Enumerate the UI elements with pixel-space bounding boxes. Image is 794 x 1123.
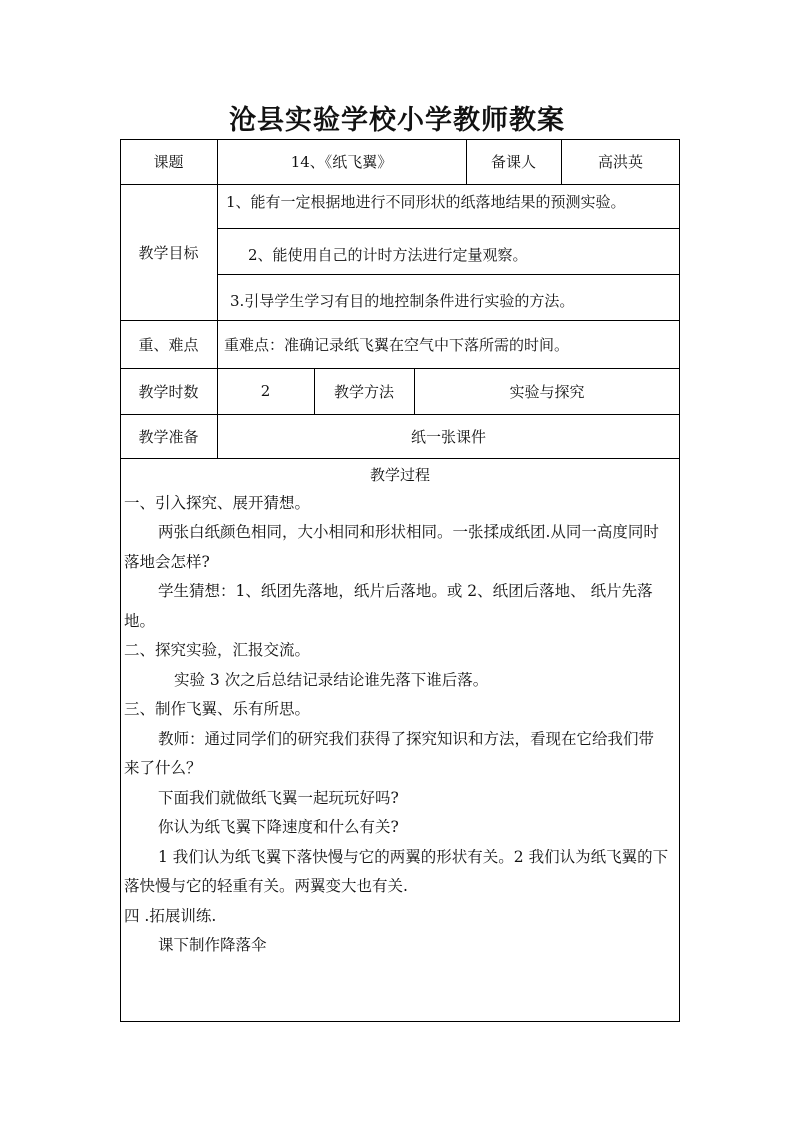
process-line: 课下制作降落伞 xyxy=(158,936,267,954)
row-divider xyxy=(217,274,680,275)
preparation-value: 纸一张课件 xyxy=(410,427,486,446)
process-line: 四 .拓展训练. xyxy=(124,907,217,925)
teacher-label: 备课人 xyxy=(490,153,536,171)
goal-item: 3.引导学生学习有目的地控制条件进行实验的方法。 xyxy=(230,291,575,310)
process-line: 一、引入探究、展开猜想。 xyxy=(124,494,311,512)
method-value: 实验与探究 xyxy=(509,382,585,401)
row-divider xyxy=(120,458,680,459)
key-points-label: 重、难点 xyxy=(138,335,199,354)
process-line: 来了什么？ xyxy=(124,759,202,777)
goal-item: 2、能使用自己的计时方法进行定量观察。 xyxy=(248,245,528,264)
process-line: 实验 3 次之后总结记录结论谁先落下谁后落。 xyxy=(174,671,489,689)
process-heading: 教学过程 xyxy=(369,465,430,484)
process-line: 学生猜想：1、纸团先落地，纸片后落地。或 2、纸团后落地、 纸片先落 xyxy=(158,582,653,600)
goal-item: 1、能有一定根据地进行不同形状的纸落地结果的预测实验。 xyxy=(226,192,626,211)
topic-value: 14、《纸飞翼》 xyxy=(290,153,393,171)
process-line: 二、探究实验，汇报交流。 xyxy=(124,641,311,659)
goals-label: 教学目标 xyxy=(138,243,199,262)
teacher-value: 高洪英 xyxy=(597,153,643,171)
process-line: 地。 xyxy=(124,612,156,630)
process-line: 教师：通过同学们的研究我们获得了探究知识和方法，看现在它给我们带 xyxy=(158,730,655,748)
preparation-label: 教学准备 xyxy=(138,427,199,446)
hours-value: 2 xyxy=(260,382,271,400)
row-divider xyxy=(217,228,680,229)
process-line: 落快慢与它的轻重有关。两翼变大也有关. xyxy=(124,877,408,895)
process-line: 落地会怎样? xyxy=(124,553,210,571)
hours-label: 教学时数 xyxy=(138,382,199,401)
process-line: 你认为纸飞翼下降速度和什么有关? xyxy=(158,818,399,836)
topic-label: 课题 xyxy=(153,153,184,171)
key-points-value: 重难点：准确记录纸飞翼在空气中下落所需的时间。 xyxy=(224,335,570,354)
process-line: 三、制作飞翼、乐有所思。 xyxy=(124,700,311,718)
process-line: 下面我们就做纸飞翼一起玩玩好吗? xyxy=(158,789,399,807)
method-label: 教学方法 xyxy=(333,382,394,401)
process-line: 1 我们认为纸飞翼下落快慢与它的两翼的形状有关。2 我们认为纸飞翼的下 xyxy=(158,848,669,866)
page-title: 沧县实验学校小学教师教案 xyxy=(229,105,565,136)
process-line: 两张白纸颜色相同，大小相同和形状相同。一张揉成纸团.从同一高度同时 xyxy=(158,523,659,541)
